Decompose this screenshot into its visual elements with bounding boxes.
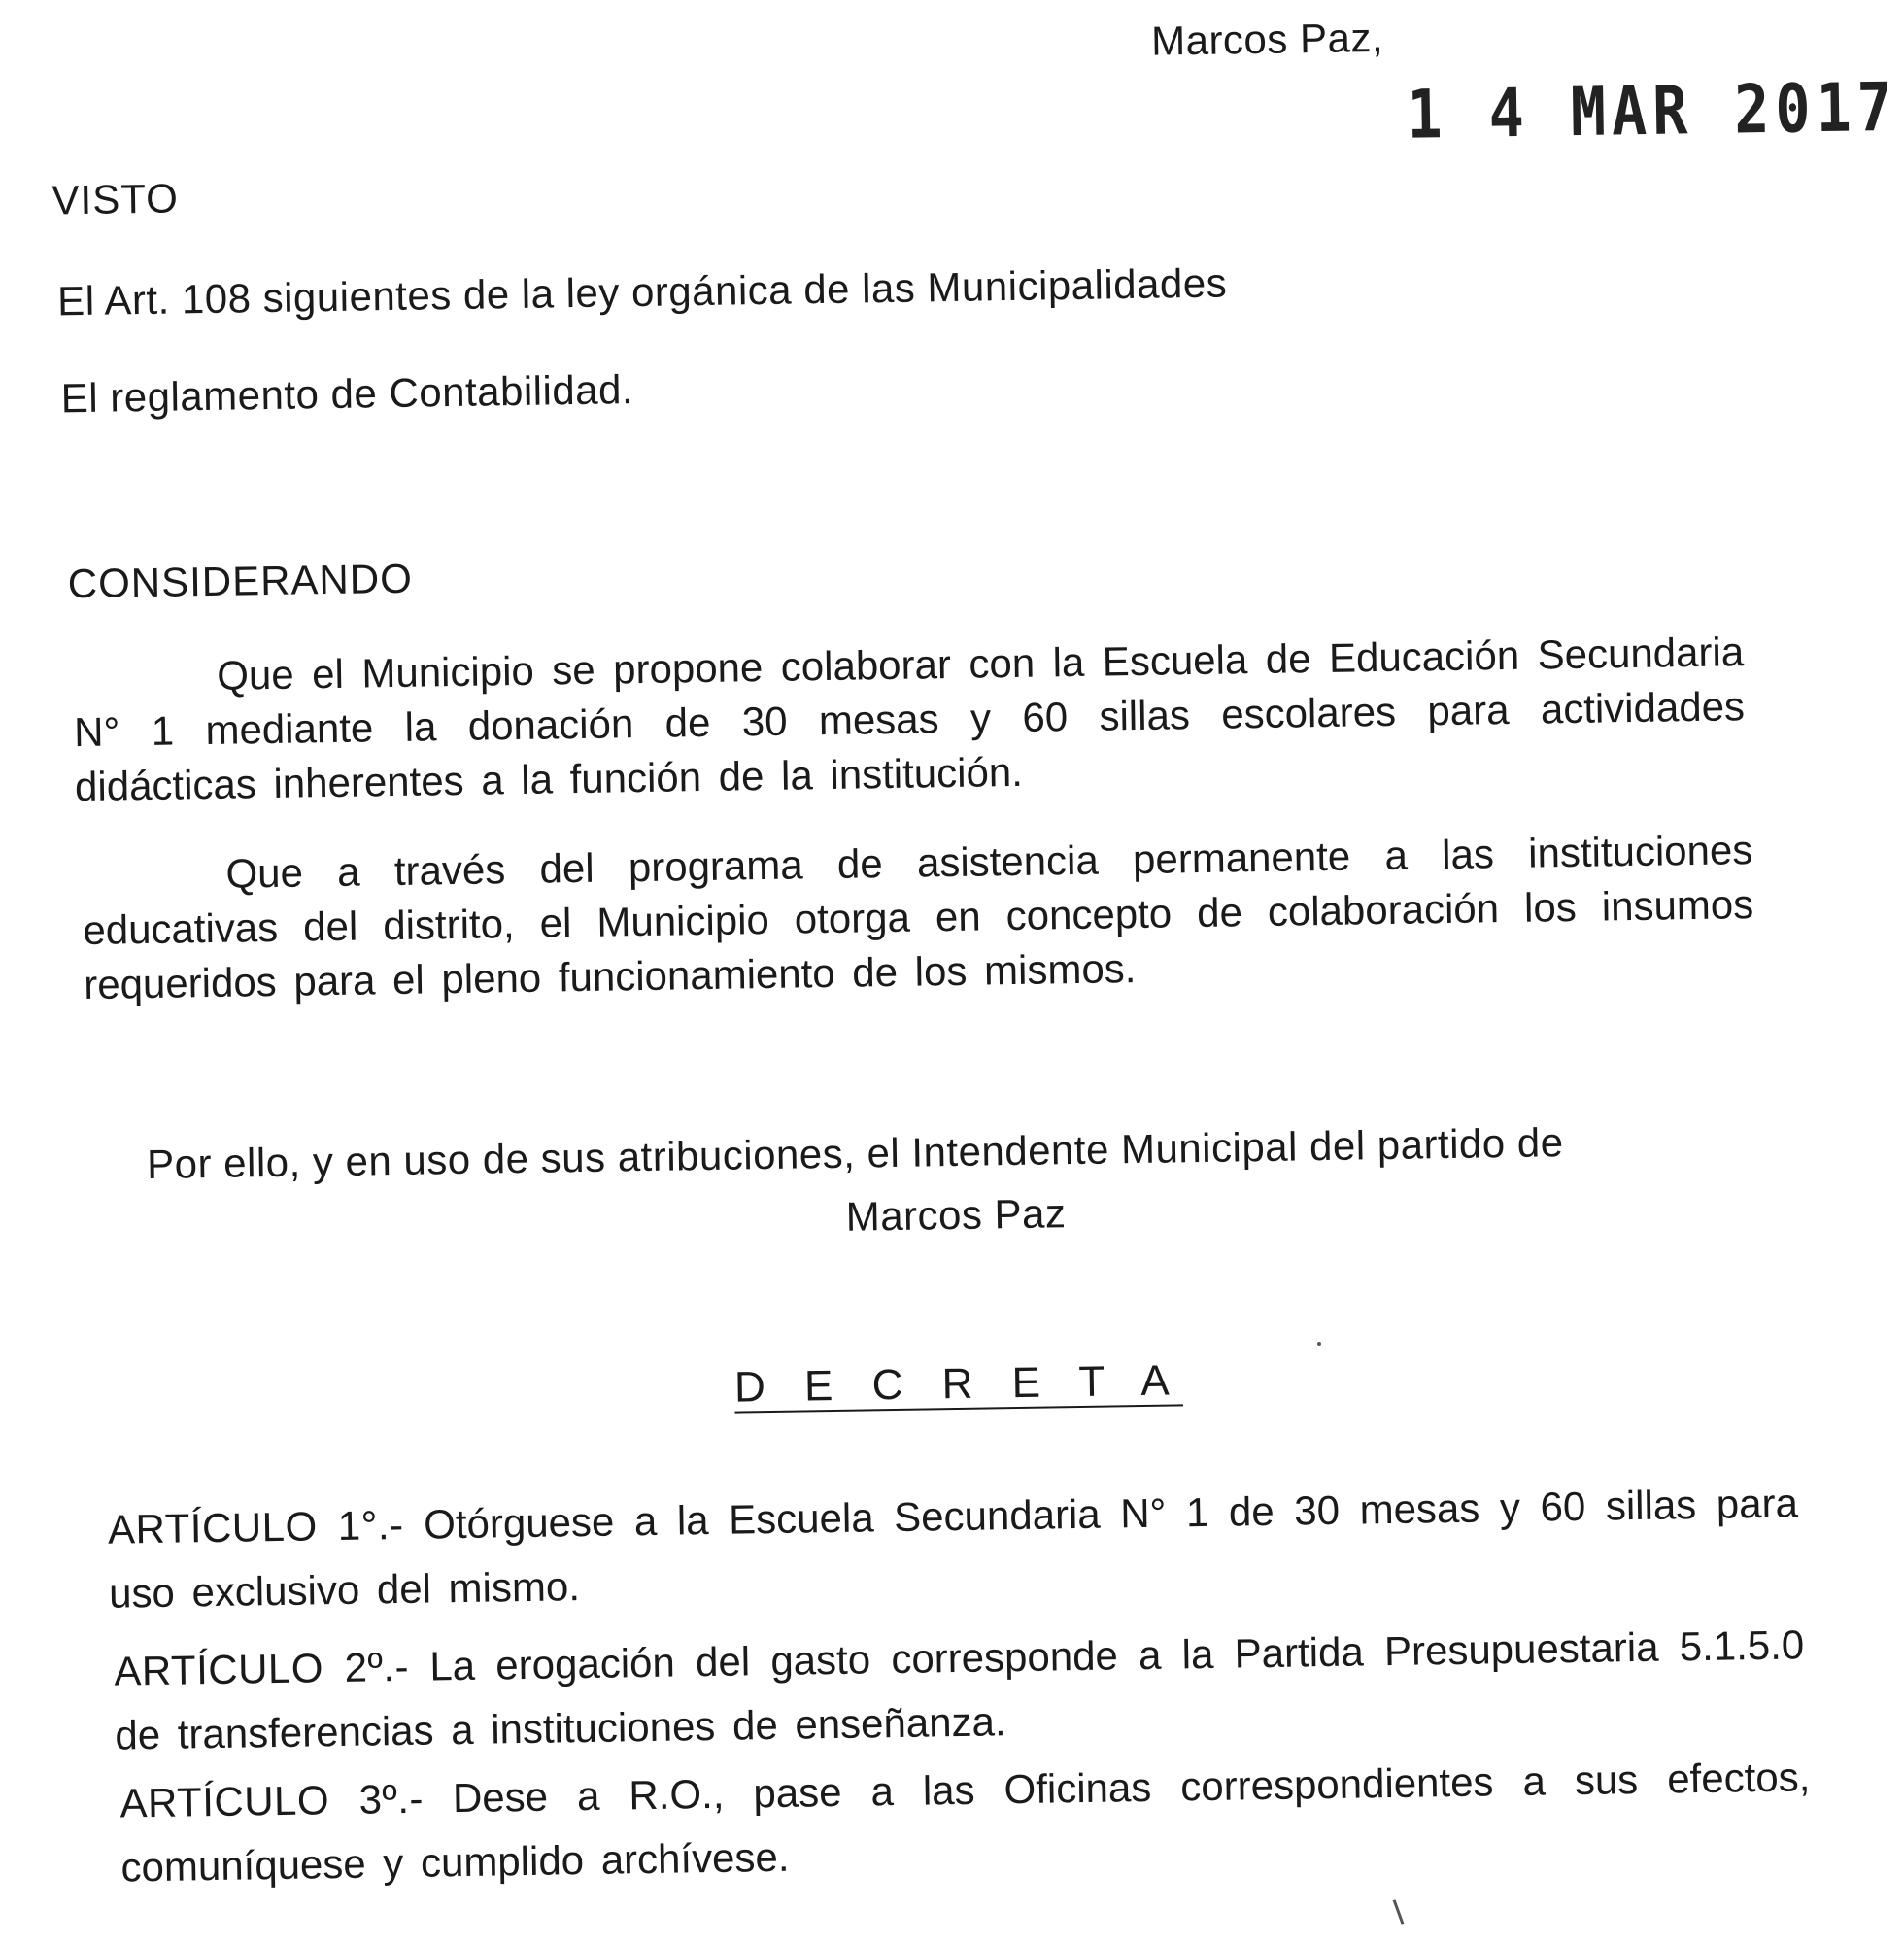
article-3-label: ARTÍCULO 3º.- (119, 1775, 425, 1826)
place-label: Marcos Paz, (1150, 14, 1384, 64)
visto-line-1: El Art. 108 siguientes de la ley orgánica de las Municipalidades (56, 259, 1228, 324)
article-2-text: La erogación del gasto corresponde a la Partida Presupuestaria 5.1.5.0 de transferencias a instituciones de enseñanza. (115, 1621, 1805, 1758)
article-2-label: ARTÍCULO 2º.- (113, 1643, 410, 1694)
date-stamp: 1 4 MAR 2017 (1406, 68, 1899, 155)
por-ello-line-2: Marcos Paz (845, 1190, 1067, 1240)
considerando-paragraph-1: Que el Municipio se propone colaborar con la Escuela de Educación Secundaria N° 1 mediante la donación de 30 mesas y 60 sillas escolares para actividades didácticas inherentes a la función de la institución. (73, 629, 1746, 810)
article-1-text: Otórguese a la Escuela Secundaria N° 1 de 30 mesas y 60 sillas para uso exclusivo del mismo. (108, 1480, 1799, 1617)
considerando-paragraph-2: Que a través del programa de asistencia permanente a las instituciones educativas del distrito, el Municipio otorga en concepto de colaboración los insumos requeridos para el pleno funcionamiento de los mismos. (83, 827, 1754, 1008)
visto-heading: VISTO (51, 175, 180, 223)
article-3-text: Dese a R.O., pase a las Oficinas correspondientes a sus efectos, comuníquese y cumplido archívese. (120, 1754, 1811, 1891)
visto-line-2: El reglamento de Contabilidad. (60, 366, 634, 422)
article-1 (108, 1471, 1800, 1625)
article-3 (119, 1745, 1812, 1899)
article-2 (114, 1613, 1806, 1767)
por-ello-line-1: Por ello, y en uso de sus atribuciones, el Intendente Municipal del partido de (146, 1119, 1564, 1188)
considerando-heading: CONSIDERANDO (67, 555, 414, 607)
decreta-heading: D E C R E T A (733, 1356, 1183, 1412)
article-1-label: ARTÍCULO 1°.- (107, 1501, 404, 1552)
scan-speck (1317, 1342, 1321, 1346)
